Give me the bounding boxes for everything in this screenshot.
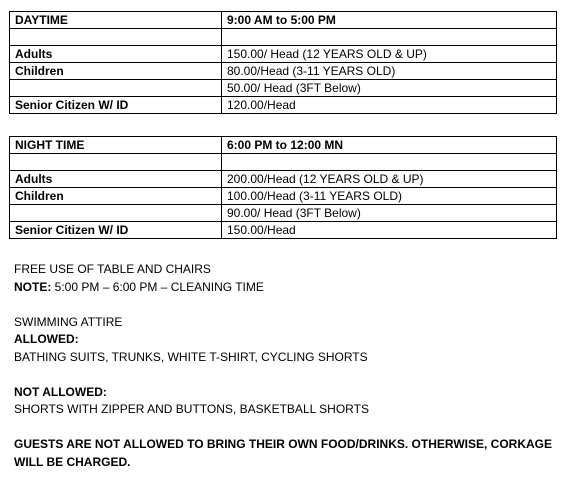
rate-category	[10, 205, 222, 222]
spacer	[14, 296, 554, 314]
rate-price	[222, 29, 557, 46]
rate-price: 50.00/ Head (3FT Below)	[222, 80, 557, 97]
rate-category	[10, 154, 222, 171]
table-row	[10, 29, 557, 46]
allowed-items: BATHING SUITS, TRUNKS, WHITE T-SHIRT, CYCLING SHORTS	[14, 349, 368, 364]
nighttime-header-label: NIGHT TIME	[10, 137, 222, 154]
daytime-header-row	[10, 12, 557, 29]
spacer	[14, 366, 554, 384]
resort-notes	[14, 261, 554, 471]
rate-price: 150.00/Head	[222, 222, 557, 239]
rate-price: 100.00/Head (3-11 YEARS OLD)	[222, 188, 557, 205]
not-allowed-items: SHORTS WITH ZIPPER AND BUTTONS, BASKETBALL SHORTS	[14, 402, 369, 416]
rate-price	[222, 154, 557, 171]
daytime-header-hours: 9:00 AM to 5:00 PM	[222, 12, 557, 29]
guests-food-notice: GUESTS ARE NOT ALLOWED TO BRING THEIR OWN FOOD/DRINKS. OTHERWISE, CORKAGE WILL BE CHARGED.	[14, 437, 553, 469]
table-row	[10, 154, 557, 171]
nighttime-header-hours: 6:00 PM to 12:00 MN	[222, 137, 557, 154]
rate-category	[10, 29, 222, 46]
rate-category: Children	[10, 188, 222, 205]
swimming-attire-title: SWIMMING ATTIRE	[14, 314, 123, 329]
table-row	[10, 205, 557, 222]
spacer	[14, 419, 554, 437]
rate-category: Senior Citizen W/ ID	[10, 97, 222, 114]
nighttime-rates-table	[9, 136, 557, 239]
rate-category: Adults	[10, 46, 222, 63]
rate-category: Adults	[10, 171, 222, 188]
table-row	[10, 188, 557, 205]
table-row	[10, 222, 557, 239]
cleaning-time-note	[14, 279, 554, 297]
rate-category	[10, 80, 222, 97]
rate-price: 150.00/ Head (12 YEARS OLD & UP)	[222, 46, 557, 63]
table-row	[10, 46, 557, 63]
rate-price: 90.00/ Head (3FT Below)	[222, 205, 557, 222]
rate-price: 80.00/Head (3-11 YEARS OLD)	[222, 63, 557, 80]
daytime-header-label: DAYTIME	[10, 12, 222, 29]
rate-category: Children	[10, 63, 222, 80]
daytime-rates-table	[9, 11, 557, 114]
allowed-label: ALLOWED:	[14, 332, 79, 346]
table-row	[10, 80, 557, 97]
rate-price: 200.00/Head (12 YEARS OLD & UP)	[222, 171, 557, 188]
rate-price: 120.00/Head	[222, 97, 557, 114]
table-row	[10, 171, 557, 188]
note-label: NOTE:	[14, 279, 52, 294]
note-text: 5:00 PM – 6:00 PM – CLEANING TIME	[51, 279, 264, 294]
not-allowed-label: NOT ALLOWED:	[14, 384, 107, 399]
table-row	[10, 63, 557, 80]
free-use-note: FREE USE OF TABLE AND CHAIRS	[14, 262, 211, 276]
table-row	[10, 97, 557, 114]
rate-category: Senior Citizen W/ ID	[10, 222, 222, 239]
nighttime-header-row	[10, 137, 557, 154]
